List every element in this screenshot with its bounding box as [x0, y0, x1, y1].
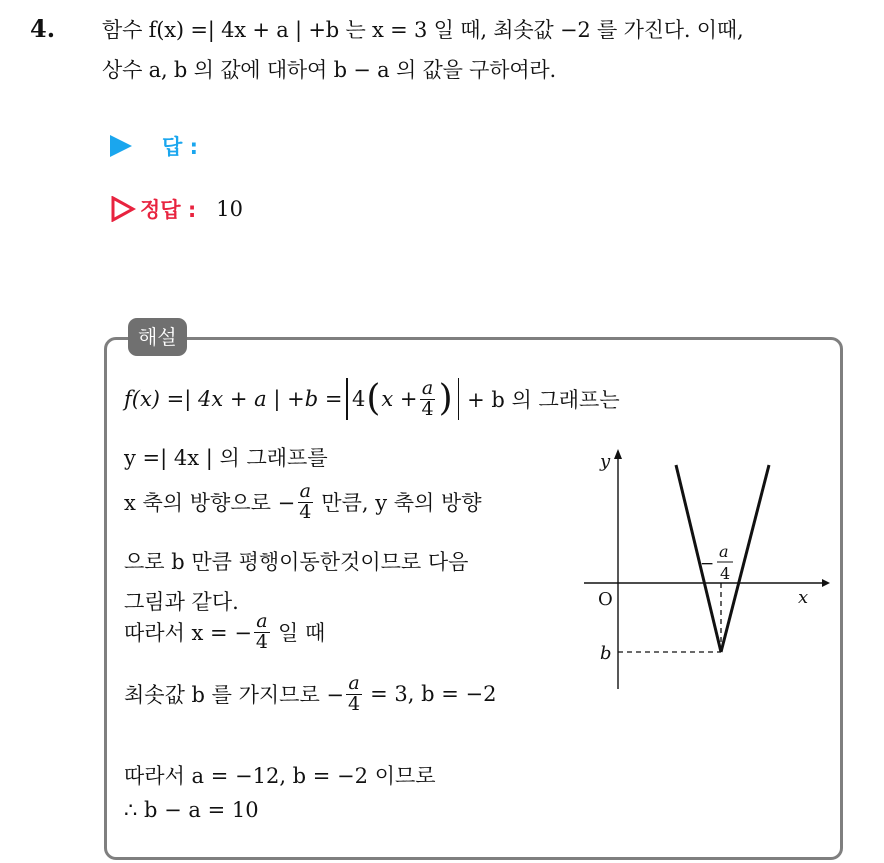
abs-bar-left	[346, 378, 348, 420]
play-triangle-icon	[110, 135, 132, 157]
solution-line-3	[124, 482, 482, 523]
fraction-denominator: 4	[421, 397, 434, 420]
fraction-denominator: 4	[299, 500, 312, 523]
solution-line-4: 으로 b 만큼 평행이동한것이므로 다음	[124, 550, 469, 574]
solution-line-1-right: + b 의 그래프는	[467, 388, 620, 412]
paren-close: )	[438, 378, 453, 419]
solution-line-9: ∴ b − a = 10	[124, 798, 259, 822]
solution-line-2: y =| 4x | 의 그래프를	[124, 446, 328, 470]
fraction-a-over-4	[346, 674, 362, 715]
solution-line-1-four: 4	[351, 387, 366, 411]
y-axis-label: y	[600, 451, 611, 472]
correct-answer-label: 정답 :	[140, 198, 197, 222]
fraction-a-over-4	[297, 482, 313, 523]
solution-line-6-right: 일 때	[278, 621, 326, 646]
correct-answer-row	[110, 194, 243, 224]
fraction-denominator: 4	[255, 630, 269, 653]
vertex-x-minus: −	[700, 554, 715, 574]
outline-triangle-icon	[110, 196, 136, 222]
fraction-numerator: a	[348, 672, 360, 694]
correct-answer-value: 10	[216, 197, 244, 221]
origin-label: O	[598, 589, 613, 610]
vertex-x-denominator: 4	[720, 564, 731, 583]
solution-line-8: 따라서 a = −12, b = −2 이므로	[124, 764, 436, 788]
solution-line-7	[124, 674, 496, 715]
fraction-numerator: a	[256, 610, 268, 632]
answer-label: 답 :	[162, 135, 198, 159]
problem-text-line-1: 함수 f(x) =| 4x + a | +b 는 x = 3 일 때, 최솟값 −2 를 가진다. 이때,	[102, 18, 744, 42]
answer-row	[110, 131, 198, 161]
function-graph	[570, 445, 830, 695]
solution-line-6-left: 따라서 x = −	[124, 621, 252, 646]
x-axis-label: x	[798, 587, 809, 608]
solution-line-1-inner: x +	[381, 387, 418, 411]
solution-line-6	[124, 612, 325, 653]
fraction-numerator: a	[299, 480, 311, 502]
x-axis-arrow-icon	[822, 579, 830, 587]
solution-line-5: 그림과 같다.	[124, 590, 239, 614]
solution-line-3-right: 만큼, y 축의 방향	[321, 491, 482, 516]
solution-line-7-right: = 3, b = −2	[370, 682, 497, 707]
solution-line-3-left: x 축의 방향으로 −	[124, 491, 296, 516]
fraction-numerator: a	[421, 376, 434, 399]
solution-line-7-left: 최솟값 b 를 가지므로 −	[124, 683, 345, 708]
abs-bar-right	[458, 378, 460, 420]
y-axis-arrow-icon	[614, 449, 622, 459]
paren-open: (	[366, 378, 381, 419]
solution-line-1-left: f(x) =| 4x + a | +b =	[124, 387, 343, 411]
graph-left-branch	[676, 465, 721, 652]
solution-tab: 해설	[128, 318, 187, 356]
vertex-x-numerator: a	[719, 542, 729, 561]
fraction-a-over-4	[419, 376, 435, 420]
problem-number: 4.	[30, 14, 56, 43]
vertex-y-label: b	[600, 643, 612, 664]
fraction-denominator: 4	[348, 692, 361, 715]
problem-text-line-2: 상수 a, b 의 값에 대하여 b − a 의 값을 구하여라.	[102, 58, 556, 82]
solution-line-1	[124, 378, 620, 420]
fraction-a-over-4	[254, 612, 270, 653]
